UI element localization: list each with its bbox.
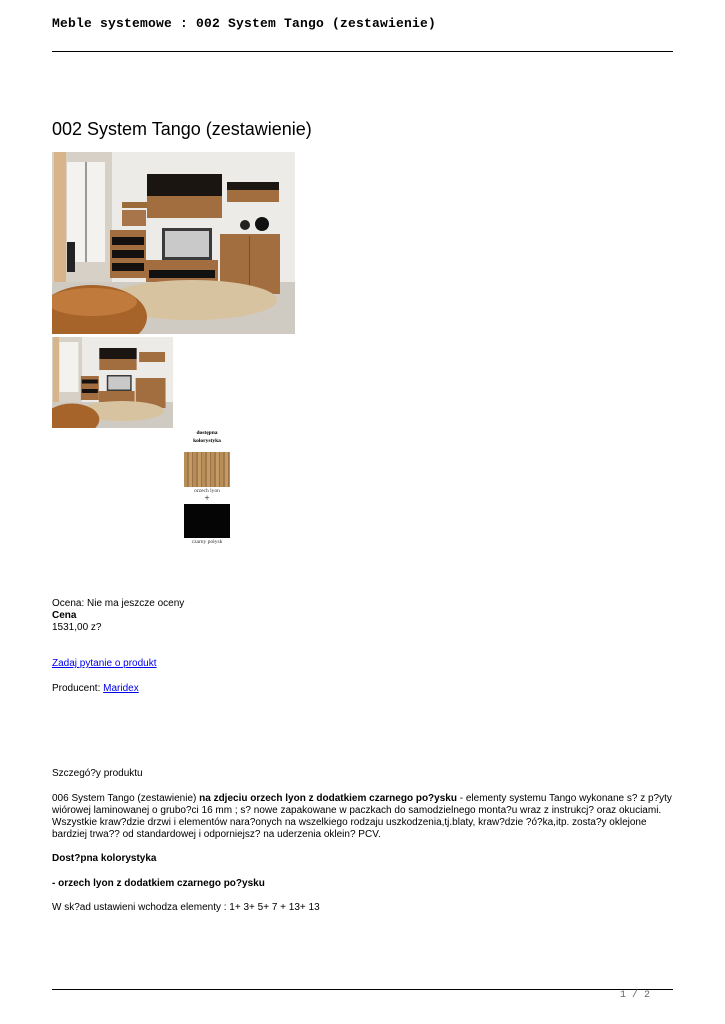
product-main-image[interactable]: [52, 152, 295, 334]
header-divider: [52, 51, 673, 52]
product-title: 002 System Tango (zestawienie): [52, 119, 312, 139]
price-label: Cena: [52, 610, 77, 621]
description-bold: na zdjeciu orzech lyon z dodatkiem czarnego po?ysku: [199, 793, 457, 804]
swatch-plus-sign: +: [204, 493, 210, 503]
page-number: 1 / 2: [620, 990, 651, 1001]
price-value: 1531,00 z?: [52, 622, 102, 633]
swatch-czarny-polysk: [184, 504, 230, 538]
swatches-heading-line1: dostępna: [196, 430, 218, 436]
elements-line: W sk?ad ustawieni wchodza elementy : 1+ 3+ 5+ 7 + 13+ 13: [52, 902, 320, 913]
description-intro: 006 System Tango (zestawienie): [52, 793, 197, 804]
producer-label: Producent:: [52, 683, 101, 694]
available-colors-heading: Dost?pna kolorystyka: [52, 853, 157, 864]
footer-divider: [52, 989, 673, 990]
description-body: - elementy systemu Tango wykonane s? z p?yty wiórowej laminowanej o grubo?ci 16 mm ; s? nowe zapakowane w paczkach do samodzielnego monta?u wraz z instrukcj? oraz okuciami. Wszystkie kraw?dzie drzwi i elementów nara?onych na wszelkiego rodzaju uszkodzenia,tj.blaty, kraw?dzie ?ó?ka,itp. zosta?y oklejone bardziej trwa?? od standardowej i odporniejsz? na uderzenia oklein? PCV.: [52, 793, 672, 840]
color-swatches: [180, 428, 234, 546]
swatch-wood-label: orzech lyon: [194, 488, 220, 494]
available-colors-item: - orzech lyon z dodatkiem czarnego po?ysku: [52, 878, 265, 889]
producer-row: [52, 683, 139, 695]
swatches-heading-line2: kolorystyka: [193, 438, 221, 444]
details-heading: Szczegó?y produktu: [52, 768, 143, 779]
product-thumbnail-image[interactable]: [52, 337, 173, 428]
ask-question-link[interactable]: Zadaj pytanie o produkt: [52, 658, 157, 669]
product-description: [52, 793, 677, 841]
rating-text: Ocena: Nie ma jeszcze oceny: [52, 598, 185, 609]
producer-link[interactable]: Maridex: [103, 683, 139, 694]
page-header-title: Meble systemowe : 002 System Tango (zestawienie): [52, 16, 437, 31]
swatch-orzech-lyon: [184, 452, 230, 487]
swatch-black-label: czarny połysk: [191, 539, 223, 545]
